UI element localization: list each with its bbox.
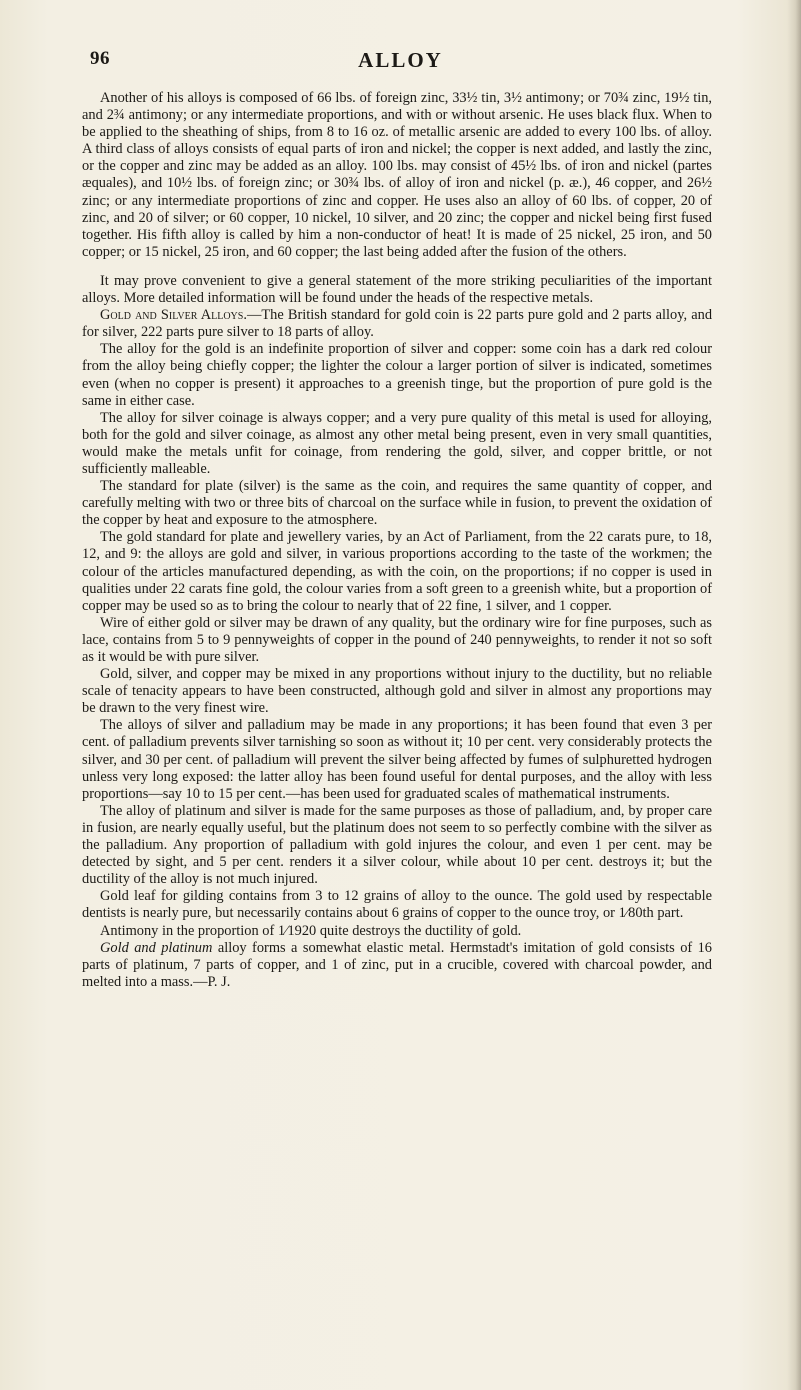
italic-lead: Gold and platinum bbox=[100, 939, 213, 956]
paragraph-ductility bbox=[82, 666, 712, 717]
paragraph-gold-silver-alloys bbox=[82, 307, 712, 341]
section-heading: Gold and Silver Alloys. bbox=[100, 307, 247, 324]
paragraph-text: Gold, silver, and copper may be mixed in any proportions without injury to the ductility, but no reliable scale of tenacity appears to have been constructed, although gold and silver in almost any proportions may be drawn to the very finest wire. bbox=[82, 666, 712, 717]
paragraph-text: The alloys of silver and palladium may be made in any proportions; it has been found that even 3 per cent. of palladium prevents silver tarnishing so soon as without it; 10 per cent. very considerably protects the silver, and 30 per cent. of palladium will prevent the silver being affected by fumes of sulphuretted hydrogen unless very long exposed: the latter alloy has been found useful for dental purposes, and the alloy with less proportions—say 10 to 15 per cent.—has been used for graduated scales of mathematical instruments. bbox=[82, 717, 712, 802]
page-number: 96 bbox=[90, 48, 110, 69]
paragraph-gold-alloy bbox=[82, 341, 712, 409]
paragraph-text: Antimony in the proportion of 1⁄1920 quite destroys the ductility of gold. bbox=[100, 922, 522, 939]
paragraph-text: alloy forms a somewhat elastic metal. Hermstadt's imitation of gold consists of 16 parts of platinum, 7 parts of copper, and 1 of zinc, put in a crucible, covered with charcoal powder, and melted into a mass.—P. J. bbox=[82, 939, 712, 990]
paragraph-text: The alloy of platinum and silver is made for the same purposes as those of palladium, and, by proper care in fusion, are nearly equally useful, but the platinum does not seem to so perfectly combine with the silver as the palladium. Any proportion of palladium with gold injures the colour, and even 1 per cent. may be detected by sight, and 5 per cent. renders it a silver colour, while about 10 per cent. destroys it; but the ductility of the alloy is not much injured. bbox=[82, 802, 712, 888]
paragraph-jewellery-standard bbox=[82, 529, 712, 614]
page-header bbox=[0, 48, 801, 80]
paragraph-wire bbox=[82, 615, 712, 666]
running-head: ALLOY bbox=[358, 48, 443, 72]
paragraph-text: The alloy for silver coinage is always copper; and a very pure quality of this metal is used for alloying, both for the gold and silver coinage, as almost any other metal being present, even in very small quantities, would make the metals unfit for coinage, from rendering the gold, silver, and copper brittle, or not sufficiently malleable. bbox=[82, 409, 712, 477]
paragraph-plate-standard bbox=[82, 478, 712, 529]
paragraph-silver-coinage bbox=[82, 410, 712, 478]
paragraph-text: The standard for plate (silver) is the same as the coin, and requires the same quantity of copper, and carefully melting with two or three bits of charcoal on the surface while in fusion, to prevent the oxidation of the copper by heat and exposure to the atmosphere. bbox=[82, 478, 712, 529]
paragraph-text: —The British standard for gold coin is 22 parts pure gold and 2 parts alloy, and for silver, 222 parts pure silver to 18 parts of alloy. bbox=[82, 307, 713, 341]
paragraph-gold-platinum bbox=[82, 940, 712, 991]
paragraph-text: Gold leaf for gilding contains from 3 to 12 grains of alloy to the ounce. The gold used by respectable dentists is nearly pure, but necessarily contains about 6 grains of copper to the ounce troy, or 1⁄80th part. bbox=[82, 888, 712, 922]
paragraph-text: It may prove convenient to give a general statement of the more striking peculiarities of the important alloys. More detailed information will be found under the heads of the respective metals. bbox=[82, 272, 712, 307]
paragraph-gold-leaf bbox=[82, 888, 712, 922]
page-edge-shadow bbox=[787, 0, 801, 1390]
paragraph-platinum-silver bbox=[82, 803, 712, 888]
paragraph-silver-palladium bbox=[82, 717, 712, 802]
paragraph-text: Another of his alloys is composed of 66 lbs. of foreign zinc, 33½ tin, 3½ antimony; or 70¾ zinc, 19½ tin, and 2¾ antimony; or any intermediate proportions, and with or without arsenic. He uses black flux. When to be applied to the sheathing of ships, from 8 to 16 oz. of metallic arsenic are added to every 100 lbs. of alloy. A third class of alloys consists of equal parts of iron and nickel; the copper is next added, and lastly the zinc, or the copper and zinc may be added as an alloy. 100 lbs. may consist of 45½ lbs. of iron and nickel (partes æquales), and 10½ lbs. of foreign zinc; or 30¾ lbs. of alloy of iron and nickel (p. æ.), 46 copper, and 26½ zinc; or any intermediate proportions of zinc and copper. He uses also an alloy of 60 lbs. of copper, 20 of zinc, and 20 of silver; or 60 copper, 10 nickel, 10 silver, and 20 zinc; the copper and nickel being first fused together. His fifth alloy is called by him a non-conductor of heat! It is made of 25 nickel, 25 iron, and 50 copper; or 15 nickel, 25 iron, and 60 copper; the last being added after the fusion of the others. bbox=[82, 90, 712, 260]
paragraph-text: Wire of either gold or silver may be drawn of any quality, but the ordinary wire for fine purposes, such as lace, contains from 5 to 9 pennyweights of copper in the pound of 240 pennyweights, to render it not so soft as it would be with pure silver. bbox=[82, 614, 712, 665]
body-text bbox=[82, 90, 712, 991]
paragraph-general-statement bbox=[82, 273, 712, 307]
paragraph-antimony bbox=[82, 923, 712, 940]
paragraph-alloys-composition bbox=[82, 90, 712, 261]
paragraph-text: The alloy for the gold is an indefinite proportion of silver and copper: some coin has a dark red colour from the alloy being chiefly copper; the lighter the colour a larger portion of silver is indicated, sometimes even (when no copper is present) it approaches to a greenish tinge, but the proportion of pure gold is the same in either case. bbox=[82, 341, 712, 409]
paragraph-text: The gold standard for plate and jewellery varies, by an Act of Parliament, from the 22 carats pure, to 18, 12, and 9: the alloys are gold and silver, in various proportions according to the taste of the workmen; the colour of the articles manufactured depending, as with the coin, on the proportions; if no copper is used in qualities under 22 carats fine gold, the colour varies from a soft green to a greenish white, but a proportion of copper may be used so as to bring the colour to nearly that of 22 fine, 1 silver, and 1 copper. bbox=[82, 529, 712, 614]
